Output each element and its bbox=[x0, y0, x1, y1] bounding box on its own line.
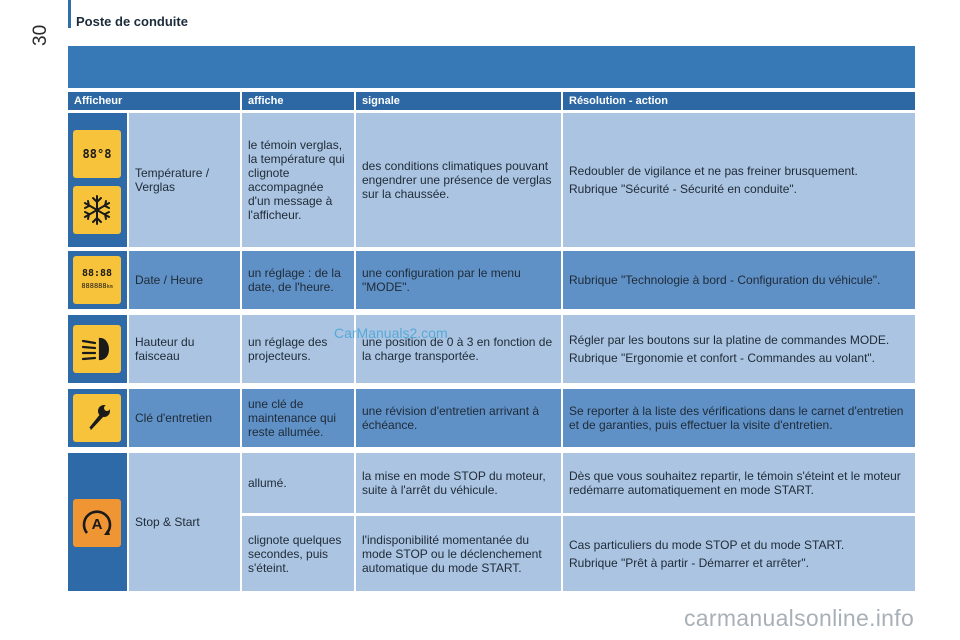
affiche-cell bbox=[242, 251, 354, 309]
resolution-text: Cas particuliers du mode STOP et du mode START. bbox=[569, 537, 845, 552]
display-name-cell bbox=[129, 389, 240, 447]
affiche-text: clignote quelques secondes, puis s'éteint. bbox=[248, 532, 342, 575]
icon-cell bbox=[68, 389, 127, 447]
display-name: Clé d'entretien bbox=[135, 411, 213, 425]
resolution-text: Régler par les boutons sur la platine de commandes MODE. bbox=[569, 333, 890, 347]
display-name: Température / Verglas bbox=[135, 166, 210, 194]
affiche-text: un réglage des projecteurs. bbox=[248, 335, 328, 363]
header-left-bar bbox=[68, 0, 71, 28]
display-name-cell bbox=[129, 251, 240, 309]
date-time-display-icon bbox=[73, 256, 121, 304]
resolution-cell bbox=[563, 113, 915, 247]
unit-label: km bbox=[106, 284, 113, 290]
affiche-cell bbox=[242, 113, 354, 247]
signale-cell bbox=[356, 453, 561, 513]
signale-text: une configuration par le menu "MODE". bbox=[362, 266, 521, 294]
signale-cell bbox=[356, 251, 561, 309]
signale-cell bbox=[356, 113, 561, 247]
column-header-resolution: Résolution - action bbox=[563, 92, 915, 110]
display-name-cell bbox=[129, 113, 240, 247]
display-name-cell bbox=[129, 315, 240, 383]
affiche-text: le témoin verglas, la température qui clignote accompagnée d'un message à l'afficheur. bbox=[248, 138, 345, 222]
temperature-display-icon bbox=[73, 130, 121, 178]
column-header-afficheur: Afficheur bbox=[68, 92, 240, 110]
resolution-cell bbox=[563, 453, 915, 513]
signale-text: une position de 0 à 3 en fonction de la charge transportée. bbox=[362, 335, 553, 363]
affiche-text: allumé. bbox=[248, 476, 287, 490]
signale-cell bbox=[356, 516, 561, 591]
signale-text: la mise en mode STOP du moteur, suite à l'arrêt du véhicule. bbox=[362, 469, 546, 497]
stop-start-icon bbox=[73, 499, 121, 547]
date-digits: 888888 bbox=[81, 282, 107, 290]
time-display-text: 88:88 bbox=[81, 268, 113, 279]
resolution-text: Rubrique "Prêt à partir - Démarrer et arrêter". bbox=[569, 555, 809, 570]
resolution-text: Redoubler de vigilance et ne pas freiner brusquement. bbox=[569, 164, 858, 178]
resolution-cell bbox=[563, 315, 915, 383]
display-name: Stop & Start bbox=[135, 515, 200, 529]
wrench-icon bbox=[73, 394, 121, 442]
resolution-text: Dès que vous souhaitez repartir, le témoin s'éteint et le moteur redémarre automatiquement en mode START. bbox=[569, 469, 901, 497]
affiche-cell bbox=[242, 516, 354, 591]
watermark-large: carmanualsonline.info bbox=[684, 605, 915, 631]
affiche-text: un réglage : de la date, de l'heure. bbox=[248, 266, 341, 294]
date-display-text bbox=[81, 280, 112, 293]
signale-text: des conditions climatiques pouvant engendrer une présence de verglas sur la chaussée. bbox=[362, 159, 552, 201]
headlamp-leveling-icon bbox=[73, 325, 121, 373]
affiche-cell bbox=[242, 389, 354, 447]
display-name: Date / Heure bbox=[135, 273, 204, 287]
icon-cell bbox=[68, 315, 127, 383]
stop-start-letter: A bbox=[91, 516, 103, 533]
icon-cell bbox=[68, 251, 127, 309]
signale-text: l'indisponibilité momentanée du mode STOP ou le déclenchement automatique du mode START. bbox=[362, 532, 542, 575]
section-title: Poste de conduite bbox=[76, 14, 188, 29]
resolution-cell bbox=[563, 516, 915, 591]
display-name-cell bbox=[129, 453, 240, 591]
resolution-text: Se reporter à la liste des vérifications dans le carnet d'entretien et de garanties, puis effectuer la visite d'entretien. bbox=[569, 404, 904, 432]
resolution-cell bbox=[563, 389, 915, 447]
table-banner bbox=[68, 46, 915, 88]
icon-cell bbox=[68, 113, 127, 247]
page-number: 30 bbox=[30, 24, 51, 46]
watermark-small: CarManuals2.com bbox=[334, 325, 448, 341]
display-name: Hauteur du faisceau bbox=[135, 335, 195, 363]
column-header-affiche: affiche bbox=[242, 92, 354, 110]
temperature-display-text: 88°8 bbox=[82, 147, 112, 161]
resolution-text: Rubrique "Ergonomie et confort - Commandes au volant". bbox=[569, 351, 876, 365]
affiche-cell bbox=[242, 453, 354, 513]
signale-text: une révision d'entretien arrivant à échéance. bbox=[362, 404, 540, 432]
icon-cell bbox=[68, 453, 127, 591]
snowflake-icon bbox=[73, 186, 121, 234]
resolution-text: Rubrique "Technologie à bord - Configuration du véhicule". bbox=[569, 273, 881, 287]
signale-cell bbox=[356, 389, 561, 447]
column-header-signale: signale bbox=[356, 92, 561, 110]
resolution-cell bbox=[563, 251, 915, 309]
resolution-text: Rubrique "Sécurité - Sécurité en conduite". bbox=[569, 182, 797, 196]
affiche-text: une clé de maintenance qui reste allumée. bbox=[248, 397, 337, 439]
